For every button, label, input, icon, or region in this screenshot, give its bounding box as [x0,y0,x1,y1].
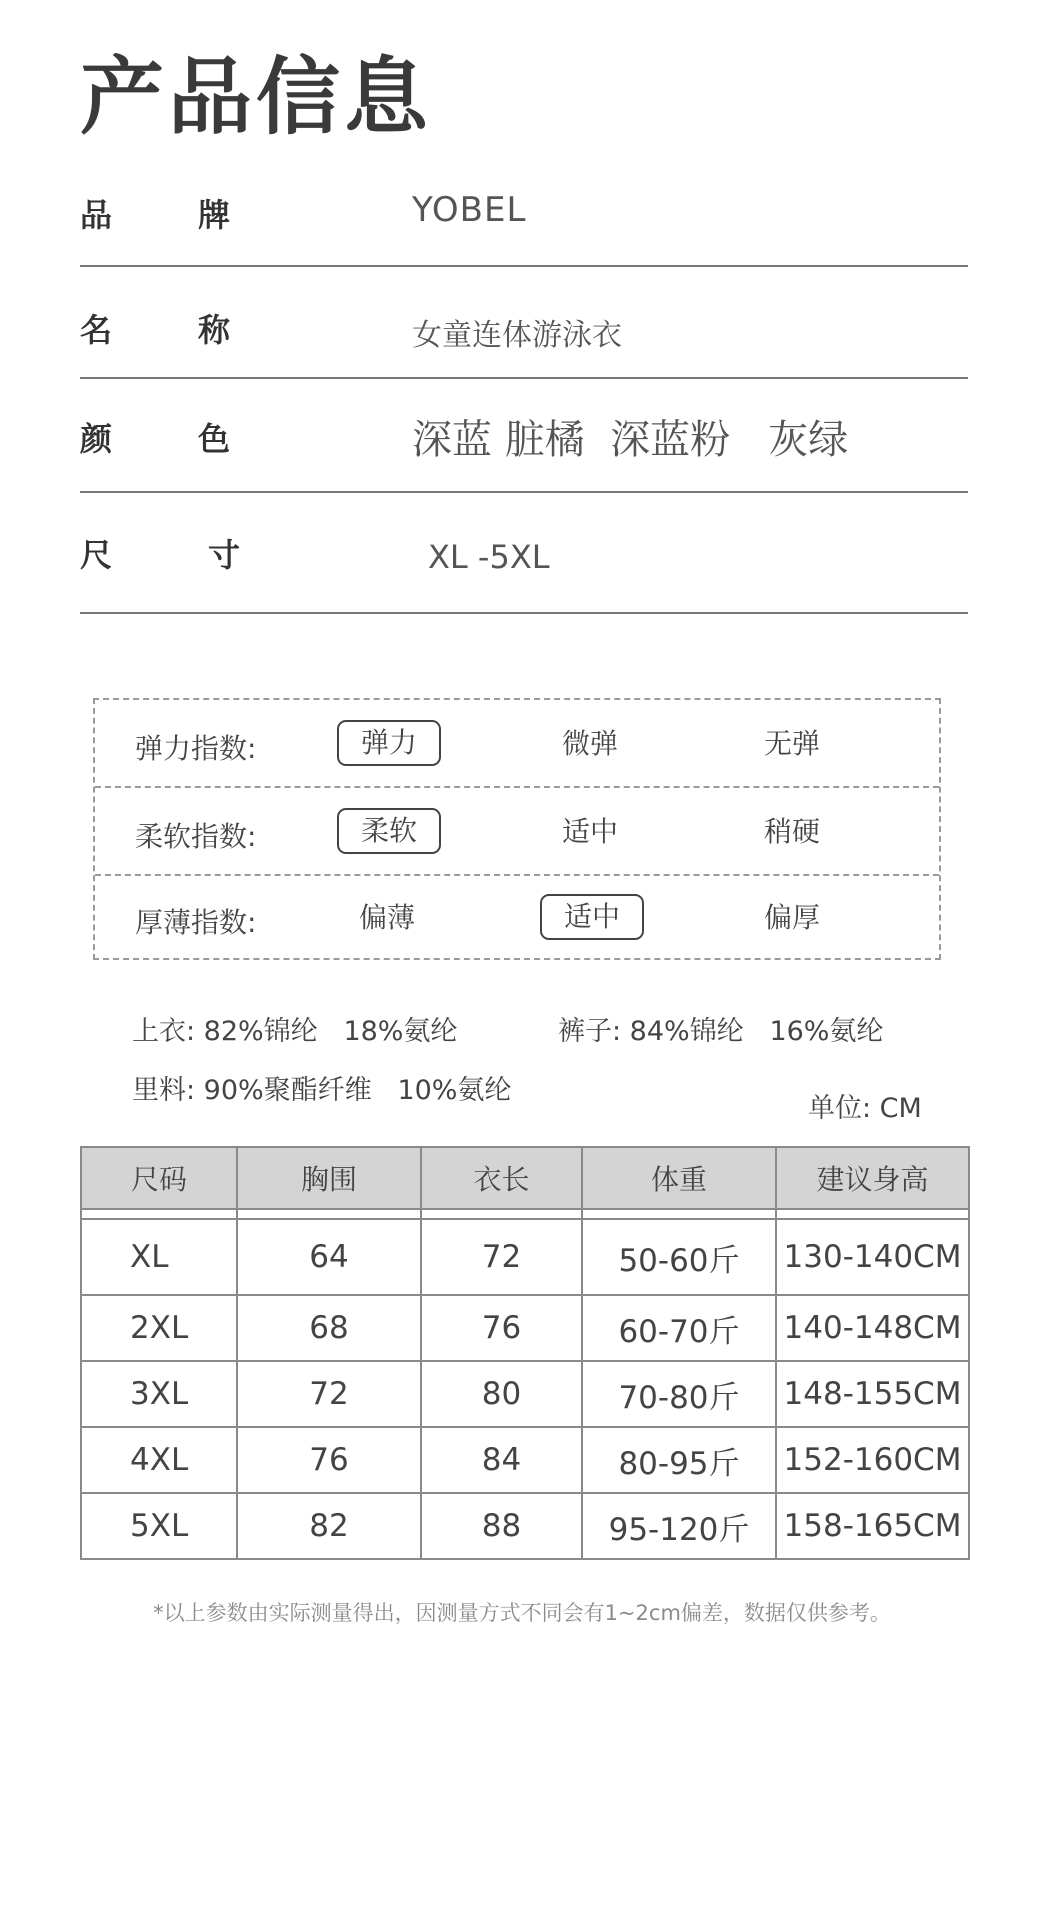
divider [80,377,968,379]
index-option: 偏薄 [358,901,415,934]
table-row [81,1361,969,1427]
material-lining: 里料: 90%聚酯纤维 10%氨纶 [132,1075,512,1106]
index-option-selected: 适中 [540,894,644,940]
divider [80,612,968,614]
table-cell: 152-160CM [776,1427,969,1493]
table-cell: 70-80斤 [582,1361,776,1427]
table-cell: 2XL [81,1295,237,1361]
info-label-color [80,414,230,460]
table-cell: 68 [237,1295,421,1361]
table-cell: 130-140CM [776,1219,969,1295]
index-option: 稍硬 [763,815,820,848]
table-cell: 76 [421,1295,582,1361]
size-table-header [81,1147,969,1209]
table-cell: 88 [421,1493,582,1559]
index-row-softness [95,788,939,874]
material-pants: 裤子: 84%锦纶 16%氨纶 [558,1016,884,1047]
header-gap [81,1209,969,1219]
table-cell: 4XL [81,1427,237,1493]
table-cell: 64 [237,1219,421,1295]
table-cell: 76 [237,1427,421,1493]
header-cell: 尺码 [81,1147,237,1209]
table-cell: 50-60斤 [582,1219,776,1295]
table-cell: 80 [421,1361,582,1427]
header-cell: 胸围 [237,1147,421,1209]
table-cell: 72 [237,1361,421,1427]
fabric-index-box [93,698,941,960]
divider [80,265,968,267]
size-value: XL -5XL [428,538,550,576]
table-cell: XL [81,1219,237,1295]
table-row [81,1427,969,1493]
index-row-thickness [95,874,939,960]
index-label: 弹力指数: [135,732,257,765]
info-label-size [80,530,240,576]
index-row-elasticity [95,700,939,786]
divider [80,491,968,493]
table-cell: 148-155CM [776,1361,969,1427]
index-option-selected: 弹力 [337,720,441,766]
table-cell: 60-70斤 [582,1295,776,1361]
index-option: 微弹 [561,727,618,760]
table-cell: 84 [421,1427,582,1493]
table-cell: 5XL [81,1493,237,1559]
footnote: *以上参数由实际测量得出，因测量方式不同会有1~2cm偏差，数据仅供参考。 [153,1601,891,1625]
table-row [81,1219,969,1295]
size-table [80,1146,970,1560]
info-label-brand [80,190,230,236]
index-label: 柔软指数: [135,820,257,853]
table-cell: 80-95斤 [582,1427,776,1493]
label-char: 品 [80,196,113,234]
info-label-name [80,305,230,351]
color-value: 深蓝 脏橘 深蓝粉 灰绿 [412,417,849,463]
label-char: 色 [197,420,230,458]
table-row [81,1493,969,1559]
index-option-selected: 柔软 [337,808,441,854]
label-char: 牌 [197,196,230,234]
page-title: 产品信息 [80,48,433,146]
brand-value: YOBEL [412,190,527,230]
index-option: 偏厚 [763,901,820,934]
unit-label: 单位: CM [808,1093,922,1124]
label-char: 称 [197,311,230,349]
header-cell: 衣长 [421,1147,582,1209]
header-cell: 建议身高 [776,1147,969,1209]
label-char: 颜 [80,420,113,458]
table-cell: 3XL [81,1361,237,1427]
label-char: 寸 [207,536,240,574]
label-char: 名 [80,311,113,349]
table-cell: 95-120斤 [582,1493,776,1559]
header-cell: 体重 [582,1147,776,1209]
label-char: 尺 [80,536,113,574]
name-value: 女童连体游泳衣 [412,318,622,353]
table-row [81,1295,969,1361]
table-cell: 72 [421,1219,582,1295]
table-cell: 140-148CM [776,1295,969,1361]
material-top: 上衣: 82%锦纶 18%氨纶 [132,1016,458,1047]
index-label: 厚薄指数: [135,906,257,939]
index-option: 无弹 [763,727,820,760]
table-cell: 82 [237,1493,421,1559]
table-cell: 158-165CM [776,1493,969,1559]
index-option: 适中 [561,815,618,848]
